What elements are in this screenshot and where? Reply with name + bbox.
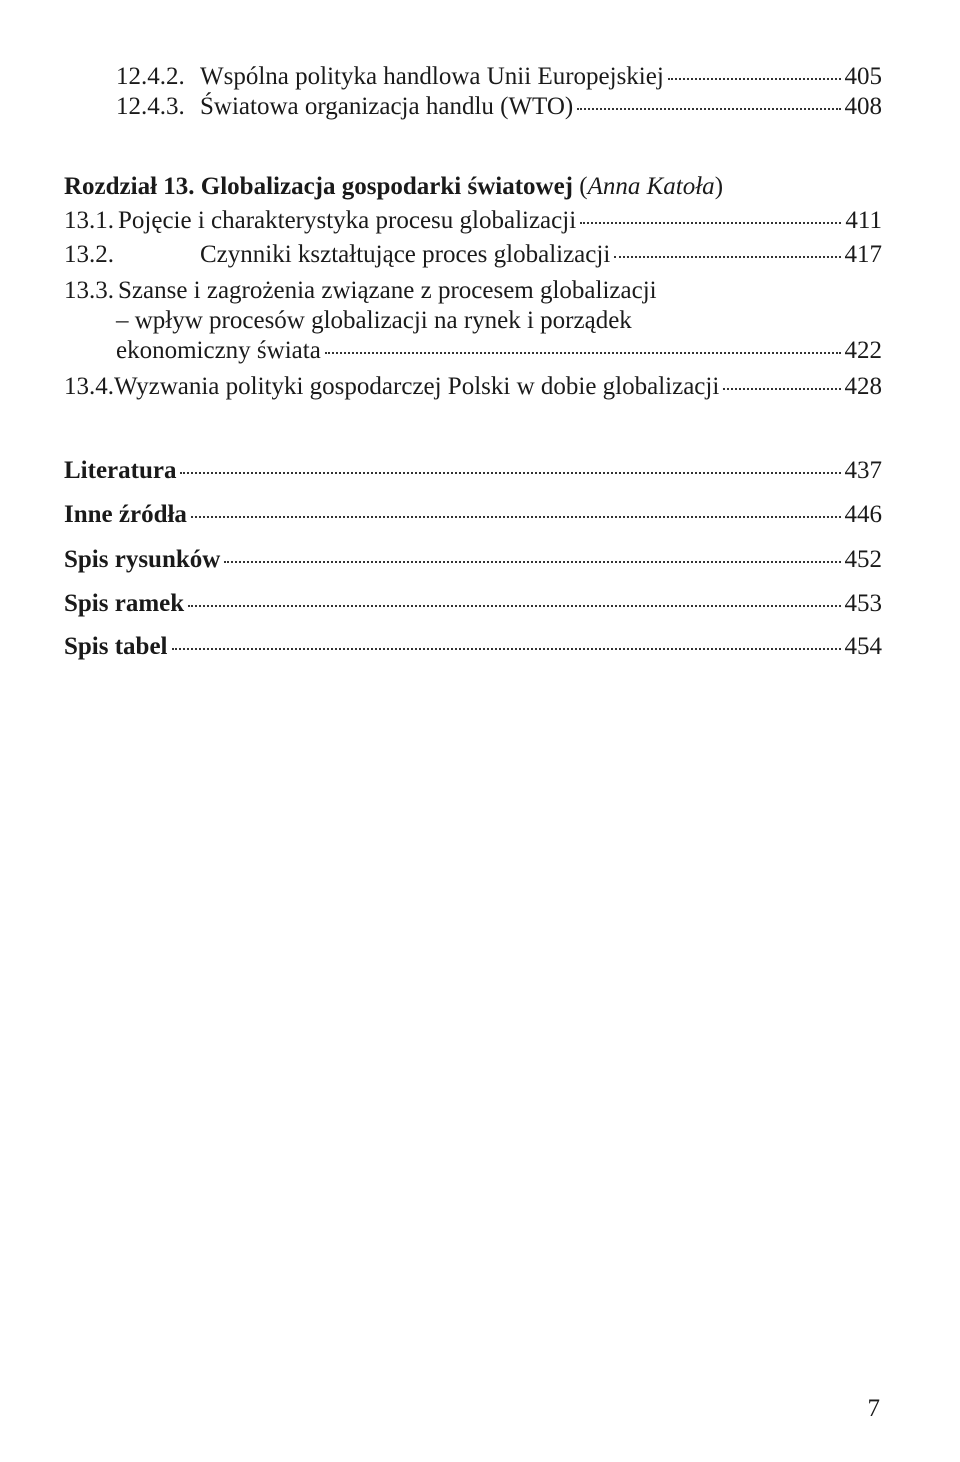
dot-leader — [668, 64, 841, 84]
dot-leader — [188, 591, 840, 611]
toc-entry-title-cont: – wpływ procesów globalizacji na rynek i porządek — [116, 307, 632, 334]
author-paren-close: ) — [714, 173, 724, 200]
toc-entry-page: 446 — [844, 501, 882, 528]
dot-leader — [180, 458, 840, 478]
toc-entry-12-4-2[interactable] — [116, 62, 882, 92]
dot-leader — [723, 374, 840, 394]
toc-entry-number: 13.2. — [64, 241, 114, 268]
toc-entry-13-4[interactable] — [64, 372, 882, 402]
dot-leader — [224, 547, 840, 567]
toc-entry-13-3-line3[interactable] — [116, 336, 882, 366]
chapter-author: Anna Katoła — [587, 173, 715, 200]
dot-leader — [172, 634, 841, 654]
toc-entry-13-3-line2 — [116, 306, 632, 336]
chapter-title: Rozdział 13. Globalizacja gospodarki światowej — [64, 173, 574, 200]
toc-entry-inne-zrodla[interactable] — [64, 500, 882, 530]
toc-entry-number: 13.4. — [64, 373, 114, 400]
toc-entry-spis-tabel[interactable] — [64, 632, 882, 662]
toc-entry-title: Światowa organizacja handlu (WTO) — [200, 93, 574, 120]
toc-entry-number: 13.3. — [64, 277, 114, 304]
toc-entry-page: 428 — [844, 373, 882, 400]
toc-entry-title-cont: ekonomiczny świata — [116, 337, 321, 364]
toc-entry-spis-ramek[interactable] — [64, 589, 882, 619]
dot-leader — [191, 502, 841, 522]
toc-entry-13-2[interactable] — [64, 240, 882, 270]
toc-entry-title: Szanse i zagrożenia związane z procesem globalizacji — [118, 277, 657, 304]
toc-entry-page: 437 — [844, 457, 882, 484]
toc-entry-13-1[interactable] — [64, 206, 882, 236]
dot-leader — [580, 208, 841, 228]
toc-entry-title: Spis ramek — [64, 590, 185, 617]
toc-entry-title: Wyzwania polityki gospodarczej Polski w dobie globalizacji — [114, 373, 720, 400]
toc-entry-number: 12.4.3. — [116, 93, 185, 120]
toc-entry-page: 454 — [844, 633, 882, 660]
toc-entry-number: 13.1. — [64, 207, 114, 234]
toc-entry-literatura[interactable] — [64, 456, 882, 486]
toc-entry-title: Wspólna polityka handlowa Unii Europejskiej — [200, 63, 664, 90]
author-paren-open: ( — [579, 173, 588, 200]
toc-entry-title: Literatura — [64, 457, 177, 484]
dot-leader — [614, 242, 840, 262]
toc-entry-page: 411 — [845, 207, 882, 234]
toc-entry-page: 452 — [844, 546, 882, 573]
toc-entry-number: 12.4.2. — [116, 63, 185, 90]
toc-entry-page: 405 — [844, 63, 882, 90]
chapter-heading — [64, 172, 723, 202]
toc-entry-page: 422 — [844, 337, 882, 364]
toc-entry-spis-rysunkow[interactable] — [64, 545, 882, 575]
page-number: 7 — [867, 1395, 880, 1422]
dot-leader — [577, 94, 840, 114]
toc-entry-page: 453 — [844, 590, 882, 617]
toc-entry-title: Czynniki kształtujące proces globalizacji — [200, 241, 611, 268]
toc-entry-title: Pojęcie i charakterystyka procesu globalizacji — [118, 207, 577, 234]
toc-entry-title: Spis rysunków — [64, 546, 221, 573]
toc-entry-12-4-3[interactable] — [116, 92, 882, 122]
toc-entry-page: 417 — [844, 241, 882, 268]
toc-entry-13-3-line1[interactable] — [64, 276, 657, 306]
toc-entry-title: Spis tabel — [64, 633, 168, 660]
dot-leader — [325, 338, 841, 358]
toc-entry-title: Inne źródła — [64, 501, 187, 528]
toc-entry-page: 408 — [844, 93, 882, 120]
